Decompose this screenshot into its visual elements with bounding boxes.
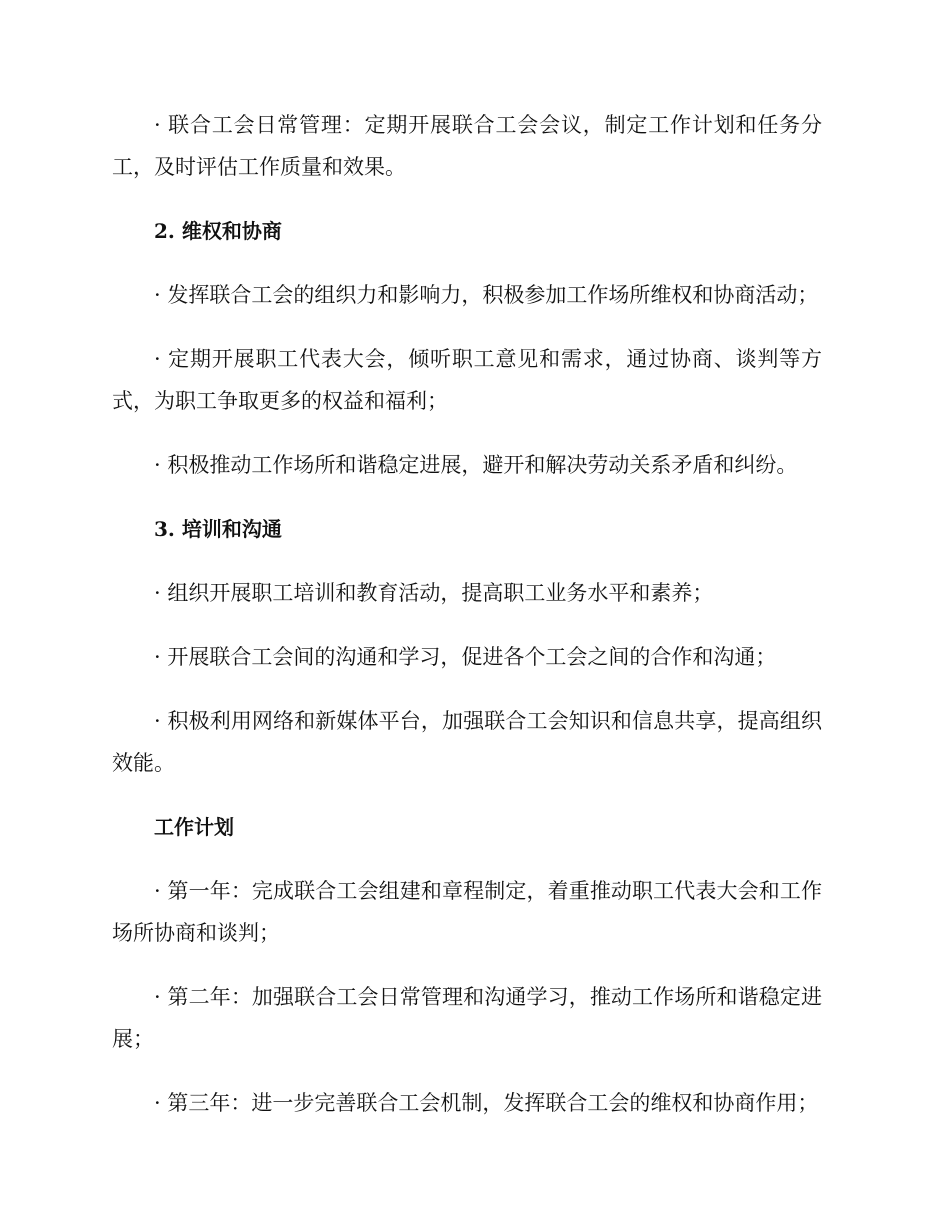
heading-work-plan: 工作计划 [154, 815, 234, 839]
paragraph-new-media: · 积极利用网络和新媒体平台，加强联合工会知识和信息共享，提高组织效能。 [112, 709, 822, 775]
paragraph-harmony: · 积极推动工作场所和谐稳定进展，避开和解决劳动关系矛盾和纠纷。 [154, 453, 798, 477]
paragraph-exchange: · 开展联合工会间的沟通和学习，促进各个工会之间的合作和沟通； [154, 645, 777, 669]
paragraph-year-one: · 第一年：完成联合工会组建和章程制定，着重推动职工代表大会和工作场所协商和谈判； [112, 879, 822, 945]
paragraph-rights-activities: · 发挥联合工会的组织力和影响力，积极参加工作场所维权和协商活动； [154, 283, 819, 307]
heading-rights-negotiation: 2. 维权和协商 [154, 219, 282, 243]
paragraph-year-three: · 第三年：进一步完善联合工会机制，发挥联合工会的维权和协商作用； [154, 1091, 819, 1115]
heading-training-communication: 3. 培训和沟通 [154, 517, 282, 541]
paragraph-daily-management: · 联合工会日常管理：定期开展联合工会会议，制定工作计划和任务分工，及时评估工作质量和效果。 [112, 113, 822, 179]
paragraph-training: · 组织开展职工培训和教育活动，提高职工业务水平和素养； [154, 581, 714, 605]
paragraph-year-two: · 第二年：加强联合工会日常管理和沟通学习，推动工作场所和谐稳定进展； [112, 985, 822, 1051]
paragraph-workers-congress: · 定期开展职工代表大会，倾听职工意见和需求，通过协商、谈判等方式，为职工争取更多的权益和福利； [112, 347, 822, 413]
